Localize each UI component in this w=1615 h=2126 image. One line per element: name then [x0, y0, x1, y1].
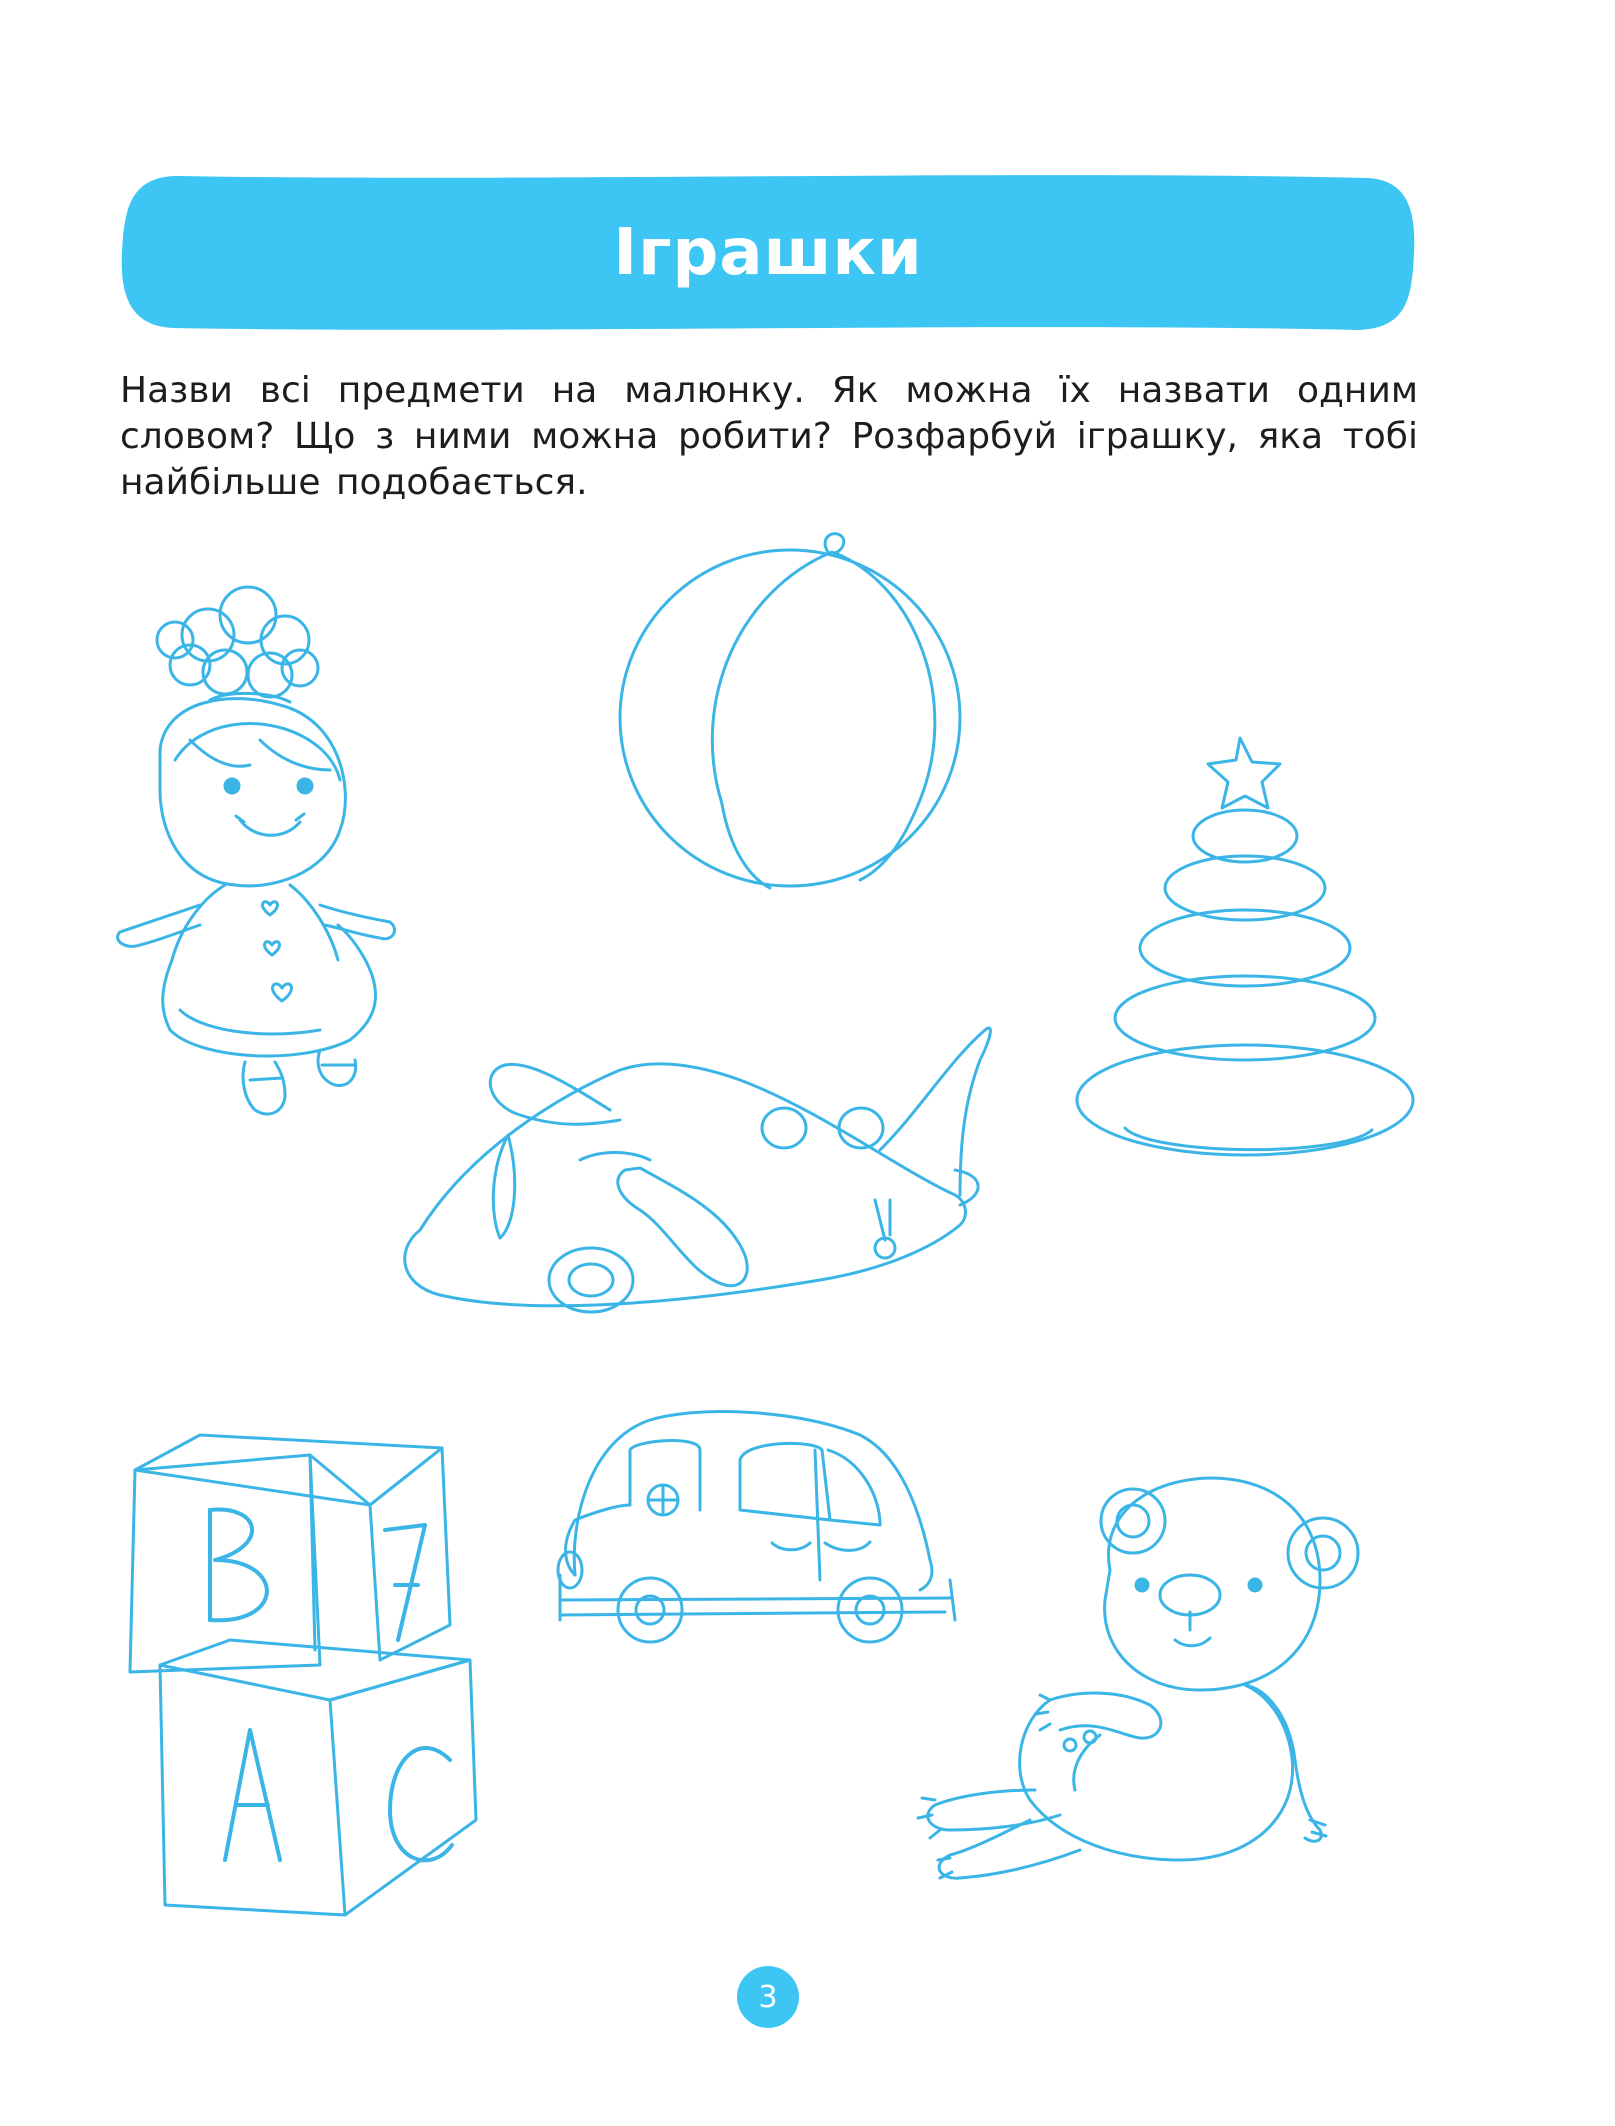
instructions-text: Назви всі предмети на малюнку. Як можна їх назвати одним словом? Що з ними можна робити? Розфарбуй іграшку, яка тобі найбільше подобається.	[120, 370, 1418, 503]
car-icon	[558, 1412, 955, 1642]
blocks-icon	[130, 1435, 476, 1915]
page-number-badge	[737, 1966, 799, 2028]
teddy-bear-icon	[918, 1478, 1358, 1878]
airplane-icon	[405, 1028, 991, 1312]
page-title: Іграшки	[613, 216, 923, 290]
doll-icon	[118, 587, 395, 1114]
pyramid-icon	[1077, 738, 1413, 1155]
page-number: 3	[758, 1979, 778, 2015]
ball-icon	[620, 534, 960, 888]
